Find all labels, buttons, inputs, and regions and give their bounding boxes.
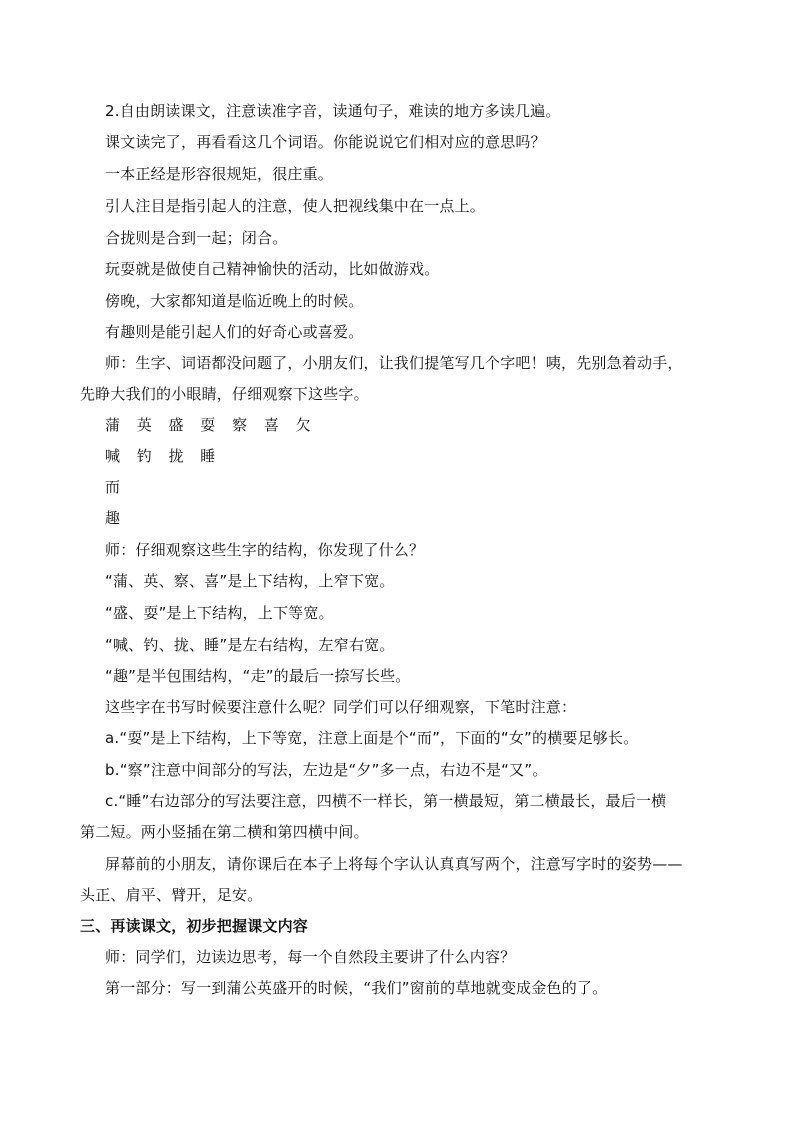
text-line: 师：仔细观察这些生字的结构，你发现了什么？ bbox=[105, 541, 425, 559]
text-line: 屏幕前的小朋友，请你课后在本子上将每个字认认真真写两个，注意写字时的姿势—— bbox=[105, 855, 683, 873]
section-heading: 三、再读课文，初步把握课文内容 bbox=[80, 917, 309, 935]
text-line: a.“耍”是上下结构，上下等宽，注意上面是个“而”，下面的“女”的横要足够长。 bbox=[105, 729, 639, 747]
text-line: 2.自由朗读课文，注意读准字音，读通句子，难读的地方多读几遍。 bbox=[105, 102, 561, 120]
text-line: 先睁大我们的小眼睛，仔细观察下这些字。 bbox=[80, 385, 369, 403]
text-line: 第二短。两小竖插在第二横和第四横中间。 bbox=[80, 823, 369, 841]
text-line: 课文读完了，再看看这几个词语。你能说说它们相对应的意思吗？ bbox=[105, 133, 546, 151]
text-line: 一本正经是形容很规矩，很庄重。 bbox=[105, 165, 334, 183]
text-line: 师：同学们，边读边思考，每一个自然段主要讲了什么内容？ bbox=[105, 948, 516, 966]
text-line: 师：生字、词语都没问题了，小朋友们，让我们提笔写几个字吧！咦，先别急着动手， bbox=[105, 354, 683, 372]
text-line: “趣”是半包围结构，“走”的最后一捺写长些。 bbox=[105, 667, 411, 685]
text-line: 引人注目是指引起人的注意，使人把视线集中在一点上。 bbox=[105, 197, 486, 215]
character-row: 趣 bbox=[105, 509, 127, 527]
character-row: 而 bbox=[105, 478, 127, 496]
text-line: 这些字在书写时候要注意什么呢？同学们可以仔细观察，下笔时注意： bbox=[105, 698, 577, 716]
text-line: 合拢则是合到一起；闭合。 bbox=[105, 229, 288, 247]
text-line: 第一部分：写一到蒲公英盛开的时候，“我们”窗前的草地就变成金色的了。 bbox=[105, 979, 608, 997]
text-line: b.“察”注意中间部分的写法，左边是“夕”多一点，右边不是“又”。 bbox=[105, 761, 548, 779]
text-line: c.“睡”右边部分的写法要注意，四横不一样长，第一横最短，第二横最长，最后一横 bbox=[105, 792, 667, 810]
text-line: 有趣则是能引起人们的好奇心或喜爱。 bbox=[105, 323, 364, 341]
text-line: 傍晚，大家都知道是临近晚上的时候。 bbox=[105, 292, 364, 310]
text-line: 玩耍就是做使自己精神愉快的活动，比如做游戏。 bbox=[105, 260, 440, 278]
text-line: “蒲、英、察、喜”是上下结构，上窄下宽。 bbox=[105, 572, 395, 590]
character-row: 喊 钓 拢 睡 bbox=[105, 447, 222, 465]
character-row: 蒲 英 盛 耍 察 喜 欠 bbox=[105, 416, 317, 434]
text-line: 头正、肩平、臂开，足安。 bbox=[80, 886, 263, 904]
text-line: “盛、耍”是上下结构，上下等宽。 bbox=[105, 604, 334, 622]
text-line: “喊、钓、拢、睡”是左右结构，左窄右宽。 bbox=[105, 636, 395, 654]
